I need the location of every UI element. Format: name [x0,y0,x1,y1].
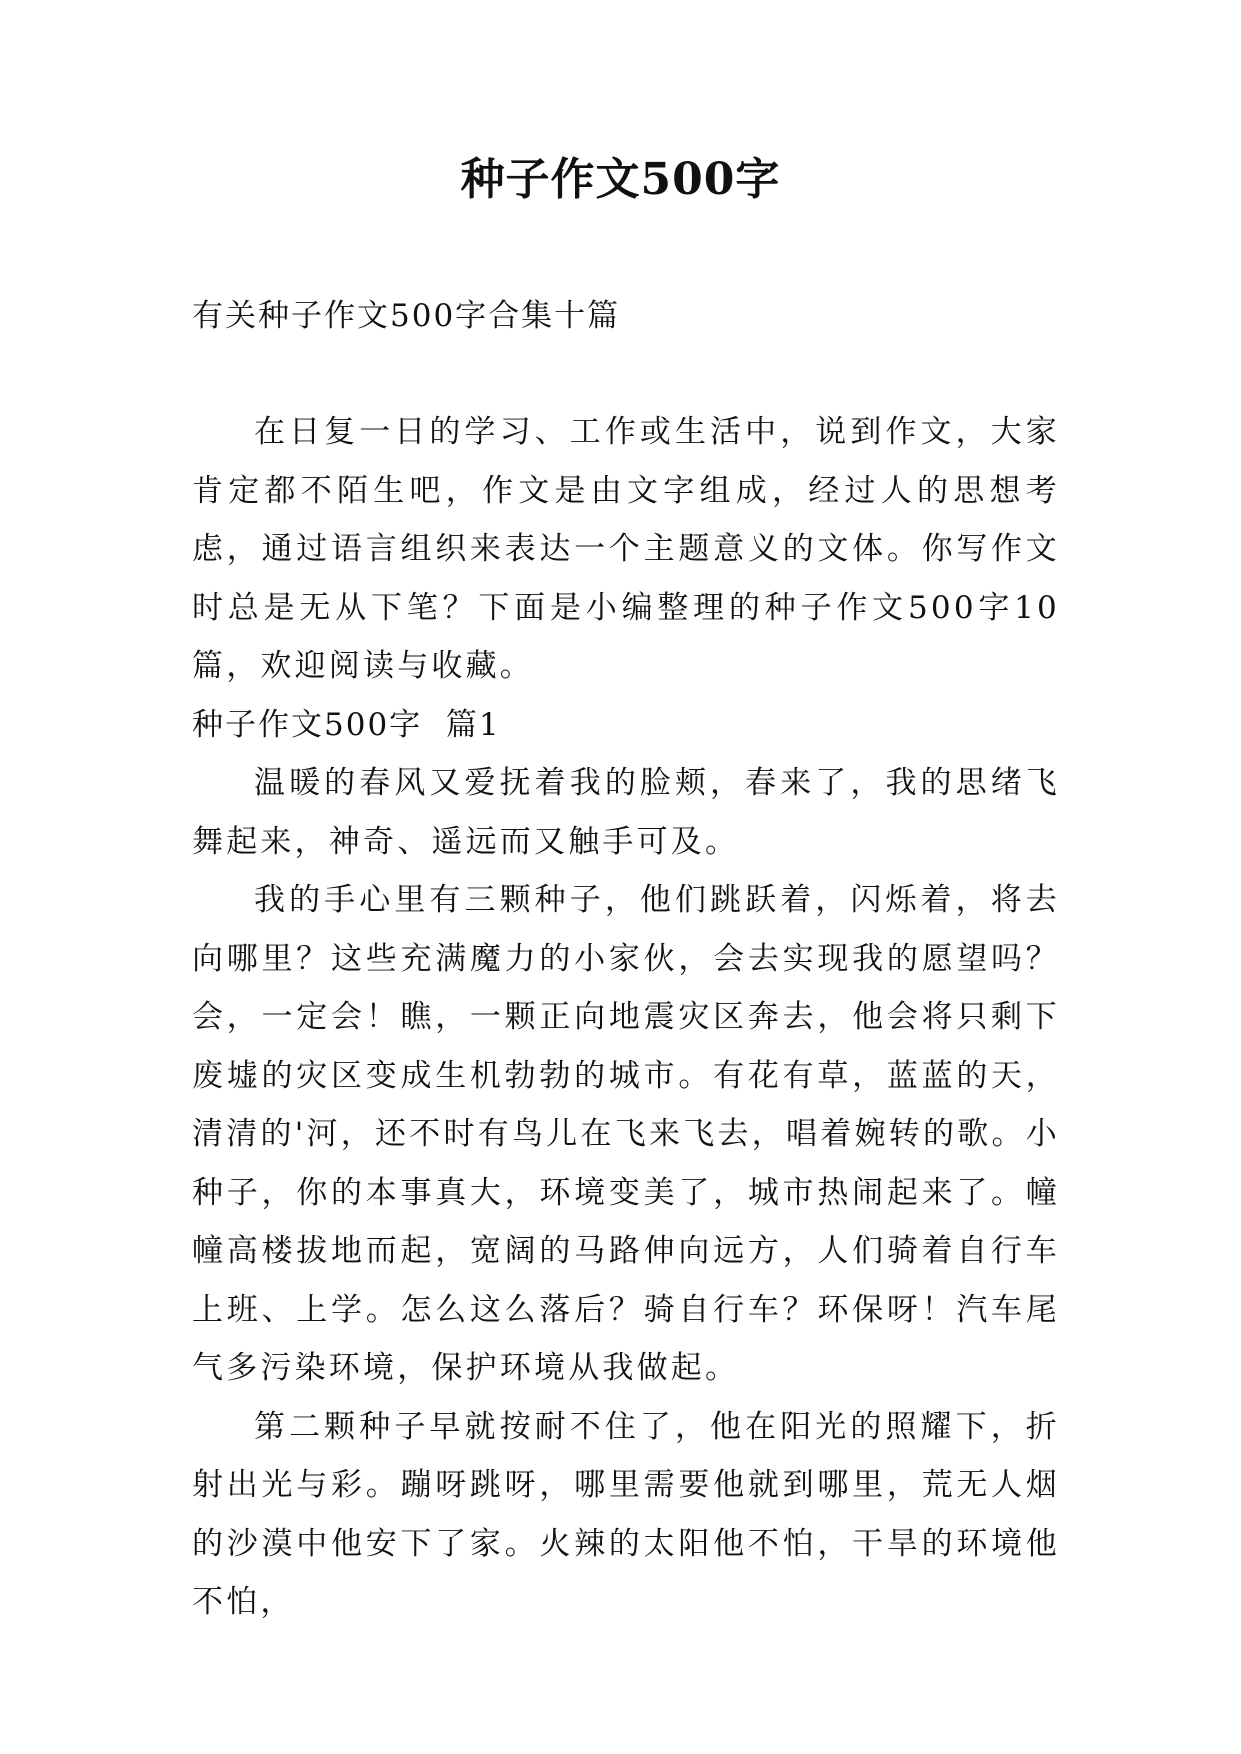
body-paragraph: 我的手心里有三颗种子，他们跳跃着，闪烁着，将去向哪里？这些充满魔力的小家伙，会去实现我的愿望吗？会，一定会！瞧，一颗正向地震灾区奔去，他会将只剩下废墟的灾区变成生机勃勃的城市。有花有草，蓝蓝的天，清清的'河，还不时有鸟儿在飞来飞去，唱着婉转的歌。小种子，你的本事真大，环境变美了，城市热闹起来了。幢幢高楼拔地而起，宽阔的马路伸向远方，人们骑着自行车上班、上学。怎么这么落后？骑自行车？环保呀！汽车尾气多污染环境，保护环境从我做起。 [192,882,1060,1386]
body-paragraph: 第二颗种子早就按耐不住了，他在阳光的照耀下，折射出光与彩。蹦呀跳呀，哪里需要他就到哪里，荒无人烟的沙漠中他安下了家。火辣的太阳他不怕，干旱的环境他不怕， [192,1408,1060,1620]
document-subtitle: 有关种子作文500字合集十篇 [192,298,621,334]
document-title: 种子作文500字 [460,154,781,205]
body-paragraph: 温暖的春风又爱抚着我的脸颊，春来了，我的思绪飞舞起来，神奇、遥远而又触手可及。 [192,765,1060,860]
blank-line [192,345,1060,403]
intro-paragraph: 在日复一日的学习、工作或生活中，说到作文，大家肯定都不陌生吧，作文是由文字组成，经过人的思想考虑，通过语言组织来表达一个主题意义的文体。你写作文时总是无从下笔？下面是小编整理的种子作文500字10篇，欢迎阅读与收藏。 [192,414,1060,684]
section-heading: 种子作文500字 篇1 [192,706,501,743]
document-body [192,287,1060,1632]
